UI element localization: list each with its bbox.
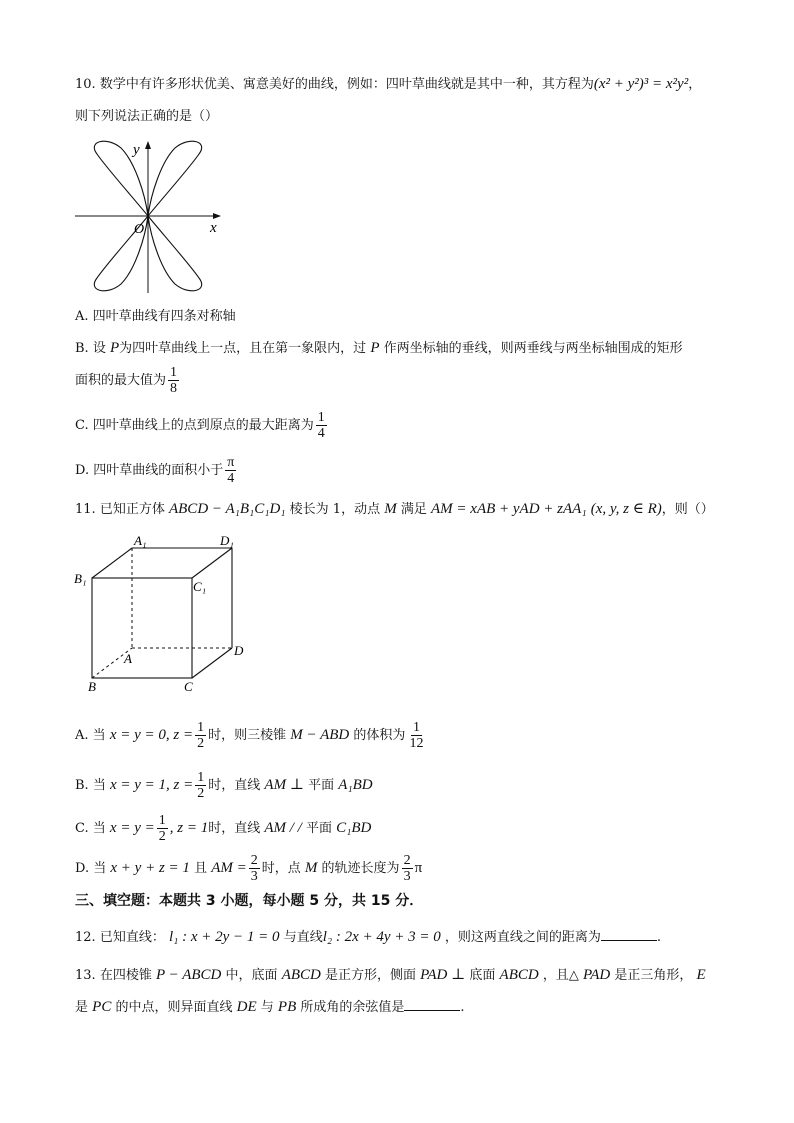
vertex-d-label: D <box>234 643 244 658</box>
q11-option-b <box>75 770 373 801</box>
fraction: $\frac{1}{2}$ <box>197 720 205 751</box>
q11-option-a <box>75 720 427 751</box>
q13-text: ，且△ <box>542 968 579 983</box>
math-object: M − ABD <box>290 727 350 743</box>
segment-de: DE <box>236 999 257 1015</box>
fraction: $\frac{1}{2}$ <box>158 813 166 844</box>
option-text: 平面 <box>306 821 333 836</box>
option-label: C. <box>75 821 89 836</box>
math-object: AM = <box>211 860 247 876</box>
math-object: AM ⊥ <box>264 777 304 793</box>
q10-text-a: 数学中有许多形状优美、寓意美好的曲线，例如：四叶草曲线就是其中一种，其方程为 <box>99 77 594 92</box>
option-label: B. <box>75 778 89 793</box>
y-axis-arrow-icon <box>145 141 151 149</box>
q11-text: 已知正方体 <box>99 502 165 517</box>
q11-text: ，则（） <box>661 502 714 517</box>
fraction: $\frac{\pi}{4}$ <box>227 455 235 486</box>
q11-number: 11. <box>75 502 96 517</box>
option-text: 且 <box>194 861 208 876</box>
q10-option-b-line2 <box>75 365 181 396</box>
vertex-c-label: C <box>184 679 193 693</box>
option-text: 当 <box>92 728 106 743</box>
fraction: $\frac{1}{4}$ <box>317 410 325 441</box>
q12-text: 与直线 <box>283 930 323 945</box>
q13-text: 底面 <box>469 968 496 983</box>
section-heading: 三、填空题：本题共 3 小题，每小题 5 分，共 15 分． <box>75 893 424 909</box>
condition: x + y + z = 1 <box>110 860 190 876</box>
option-text: 时，直线 <box>208 778 261 793</box>
line-l2-equation: l₂ : 2x + 4y + 3 = 0 <box>322 929 441 945</box>
q11-option-d <box>75 853 422 884</box>
segment-pb: PB <box>277 999 297 1015</box>
cube-edges <box>92 548 232 678</box>
face-name: PAD ⊥ <box>420 967 466 983</box>
option-label: A. <box>75 728 89 743</box>
pi-symbol: π <box>414 860 423 876</box>
option-label: D. <box>75 463 90 478</box>
cube-hidden-edges <box>92 548 232 678</box>
option-text: 四叶草曲线上的点到原点的最大距离为 <box>92 418 314 433</box>
condition: x = y = 0, z = <box>109 727 194 743</box>
q13-text: 是正方形，侧面 <box>325 968 417 983</box>
option-text: 为四叶草曲线上一点，且在第一象限内，过 <box>119 341 367 356</box>
q12-line <box>75 928 661 947</box>
option-text: 时，则三棱锥 <box>208 728 287 743</box>
fraction: $\frac{1}{8}$ <box>170 365 178 396</box>
q11-text: 棱长为 1，动点 <box>289 502 381 517</box>
option-text: 的轨迹长度为 <box>321 861 400 876</box>
q10-line1 <box>75 75 701 94</box>
q10-option-d <box>75 455 238 486</box>
option-text: 时，直线 <box>208 821 261 836</box>
four-leaf-clover-figure <box>75 138 225 293</box>
point-e: E <box>696 967 706 983</box>
q10-punct: ， <box>688 77 702 92</box>
fraction: $\frac{2}{3}$ <box>403 853 411 884</box>
condition: , z = 1 <box>169 820 209 836</box>
segment-pc: PC <box>92 999 112 1015</box>
q11-line1 <box>75 500 714 519</box>
option-text: 作两坐标轴的垂线，则两垂线与两坐标轴围成的矩形 <box>383 341 683 356</box>
pyramid-name: P − ABCD <box>155 967 222 983</box>
math-object: AM / / <box>264 820 302 836</box>
q13-text: 的中点，则异面直线 <box>115 1000 233 1015</box>
q13-line1 <box>75 966 706 985</box>
q10-equation: (x² + y²)³ = x²y² <box>593 76 689 92</box>
q13-number: 13. <box>75 968 96 983</box>
var-m: M <box>304 860 318 876</box>
q10-text-b: 则下列说法正确的是（） <box>75 109 219 124</box>
origin-label: O <box>134 222 145 237</box>
q10-option-b-line1 <box>75 339 683 358</box>
option-text: 面积的最大值为 <box>75 373 167 388</box>
vertex-a-label: A <box>124 651 132 666</box>
answer-blank[interactable] <box>404 998 460 1011</box>
condition: x = y = 1, z = <box>109 777 194 793</box>
q13-text: 是正三角形， <box>614 968 693 983</box>
option-label: B. <box>75 341 89 356</box>
option-text: 四叶草曲线有四条对称轴 <box>92 309 236 324</box>
option-label: A. <box>75 309 89 324</box>
option-label: C. <box>75 418 89 433</box>
plane-name: C₁BD <box>336 820 372 836</box>
vector-condition: (x, y, z ∈ R) <box>590 501 662 517</box>
answer-blank[interactable] <box>601 928 657 941</box>
option-text: 设 <box>92 341 106 356</box>
q11-option-c <box>75 813 371 844</box>
x-axis-arrow-icon <box>213 213 221 219</box>
var-p: P <box>109 340 120 356</box>
fraction: $\frac{1}{12}$ <box>409 720 424 751</box>
x-axis-label: x <box>210 220 217 236</box>
option-text: 当 <box>92 778 106 793</box>
option-text: 四叶草曲线的面积小于 <box>93 463 224 478</box>
vector-equation: AM = xAB + yAD + zAA₁ <box>431 501 587 517</box>
cube-figure <box>72 533 247 693</box>
plane-name: A₁BD <box>338 777 373 793</box>
q12-text: ，则这两直线之间的距离为 <box>444 930 601 945</box>
q10-option-c <box>75 410 329 441</box>
var-p: P <box>370 340 380 356</box>
q13-text: 在四棱锥 <box>99 968 152 983</box>
base-name: ABCD <box>499 967 539 983</box>
option-text: 当 <box>93 861 107 876</box>
fraction: $\frac{1}{2}$ <box>197 770 205 801</box>
q13-line2 <box>75 998 465 1017</box>
q12-number: 12. <box>75 930 96 945</box>
q10-line2 <box>75 108 218 126</box>
q13-text: 中，底面 <box>225 968 278 983</box>
line-l1-equation: l₁ : x + 2y − 1 = 0 <box>168 929 280 945</box>
q13-text: 与 <box>260 1000 274 1015</box>
option-label: D. <box>75 861 90 876</box>
vertex-a1-label: A₁ <box>134 533 147 548</box>
fraction: $\frac{2}{3}$ <box>250 853 258 884</box>
vertex-b1-label: B₁ <box>74 571 87 586</box>
option-text: 的体积为 <box>353 728 406 743</box>
y-axis-label: y <box>133 142 140 158</box>
var-m: M <box>384 501 397 517</box>
q12-text: 已知直线： <box>99 930 165 945</box>
option-text: 平面 <box>308 778 335 793</box>
q11-text: 满足 <box>400 502 427 517</box>
cube-name: ABCD − A₁B₁C₁D₁ <box>168 501 286 517</box>
q13-end: . <box>460 1000 465 1015</box>
triangle-name: PAD <box>583 967 611 983</box>
option-text: 当 <box>92 821 106 836</box>
q13-text: 是 <box>75 1000 89 1015</box>
q10-option-a <box>75 308 236 326</box>
base-name: ABCD <box>281 967 321 983</box>
vertex-b-label: B <box>88 679 96 693</box>
q13-text: 所成角的余弦值是 <box>300 1000 405 1015</box>
condition: x = y = <box>109 820 155 836</box>
vertex-d1-label: D₁ <box>220 533 234 548</box>
option-text: 时，点 <box>261 861 301 876</box>
q10-number: 10. <box>75 77 96 92</box>
q12-end: . <box>656 930 662 945</box>
vertex-c1-label: C₁ <box>193 579 207 594</box>
